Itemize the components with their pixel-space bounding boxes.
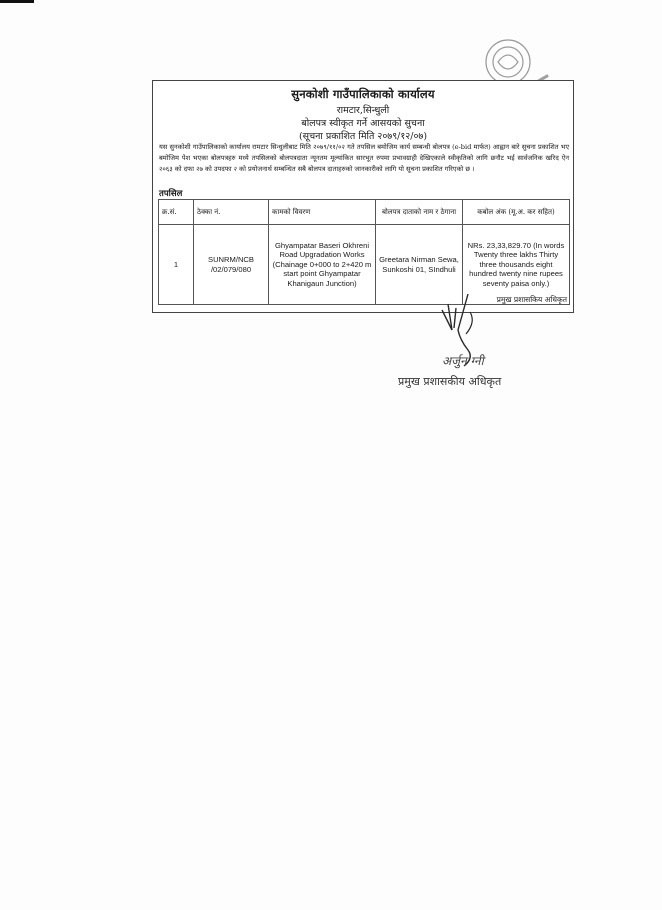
scan-corner-mark (0, 0, 34, 3)
col-header-bidder: बोलपत्र दाताको नाम र ठेगाना (376, 200, 463, 225)
cell-description: Ghyampatar Baseri Okhreni Road Upgradation Works (Chainage 0+000 to 2+420 m start point Ghyampatar Khanigaun Junction) (269, 225, 376, 305)
office-title: सुनकोशी गाउँपालिकाको कार्यालय (291, 87, 435, 101)
section-label: तपसिल (159, 189, 183, 199)
table-header-row (159, 200, 570, 225)
notice-title: बोलपत्र स्वीकृत गर्ने आसयको सुचना (301, 118, 425, 129)
cell-amount: NRs. 23,33,829.70 (In words Twenty three lakhs Thirty three thousands eight hundred twenty nine rupees seventy paisa only.) (463, 225, 570, 305)
officer-title: प्रमुख प्रशासकीय अधिकृत (398, 375, 502, 388)
office-address: रामटार,सिन्धुली (336, 105, 390, 116)
notice-paragraph: यस सुनकोशी गाउँपालिकाको कार्यालय रामटार सिन्धुलीबाट मिति २०७९/११/०२ गते तपसिल बमोजिम कार्य सम्बन्धी बोलपत्र (e-bid मार्फत) आह्वान बारे सुचना प्रकाशित भए बमोजिम पेश भएका बोलपत्रहरु मध्ये तपसिलको बोलपत्रदाता न्यूनतम मूल्यांकित सारभूत रुपमा प्रभावग्राही देखिएकाले स्वीकृतिको लागि छनौट भई सार्वजनिक खरिद ऐन २०६३ को दफा २७ को उपदफा २ को प्रयोजनार्थ सम्बन्धित सबै बोलपत्र दाताहरुको जानकारीको लागि यो सूचना प्रकाशित गरिएको छ । (159, 143, 569, 173)
award-table (158, 199, 570, 305)
cell-contract-no: SUNRM/NCB /02/079/080 (194, 225, 269, 305)
officer-name: अर्जुन ग्नी (442, 354, 484, 368)
cell-bidder: Greetara Nirman Sewa, Sunkoshi 01, SIndhuli (376, 225, 463, 305)
col-header-contract: ठेक्का नं. (194, 200, 269, 225)
col-header-amount: कबोल अंक (मू.अ. कर सहित) (463, 200, 570, 225)
signatory-label: प्रमुख प्रशासकिय अधिकृत (496, 295, 567, 304)
award-notice-box (152, 80, 574, 313)
cell-sn: 1 (159, 225, 194, 305)
col-header-description: कामको विवरण (269, 200, 376, 225)
publish-date: (सूचना प्रकाशित मिति २०७९/१२/०७) (298, 131, 428, 142)
col-header-sn: क्र.सं. (159, 200, 194, 225)
